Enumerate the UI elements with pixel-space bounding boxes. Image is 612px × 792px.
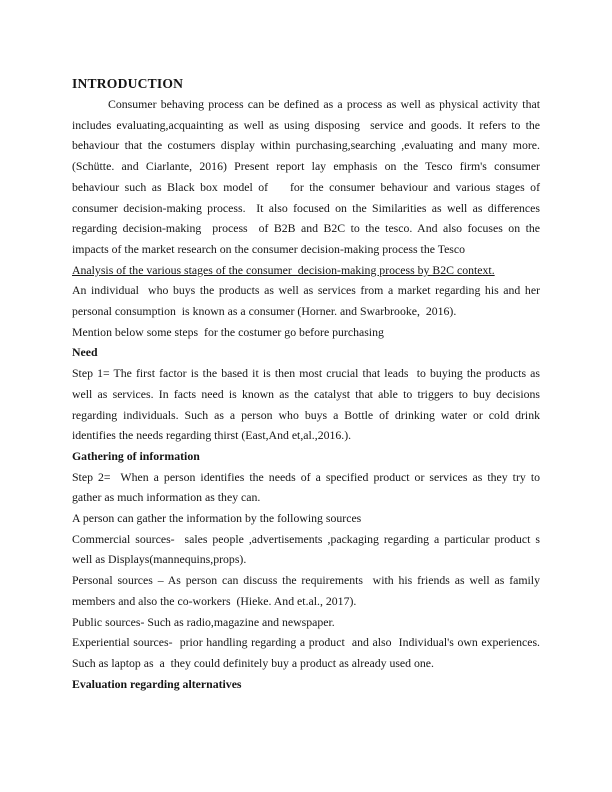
paragraph-line: Commercial sources- sales people ,advertisements ,packaging regarding a particular product s xyxy=(72,531,540,546)
paragraph-line: Public sources- Such as radio,magazine and newspaper. xyxy=(72,614,335,629)
paragraph-line: Mention below some steps for the costumer go before purchasing xyxy=(72,324,384,339)
paragraph-line: Step 2= When a person identifies the needs of a specified product or services as they try to xyxy=(72,469,540,484)
intro-heading: INTRODUCTION xyxy=(72,76,184,91)
paragraph-line: gather as much information as they can. xyxy=(72,490,261,505)
analysis-subheading: Analysis of the various stages of the consumer decision-making process by B2C context. xyxy=(72,262,495,277)
evaluation-subheading: Evaluation regarding alternatives xyxy=(72,676,242,691)
paragraph-line: Experiential sources- prior handling regarding a product and also Individual's own experiences. xyxy=(72,635,540,650)
need-subheading: Need xyxy=(72,345,98,360)
paragraph-line: Step 1= The first factor is the based it is then most crucial that leads to buying the products as xyxy=(72,366,540,381)
paragraph-line: Such as laptop as a they could definitely buy a product as already used one. xyxy=(72,655,434,670)
paragraph-line: behaviour such as Black box model of for the consumer behaviour and various stages of xyxy=(72,179,540,194)
paragraph-line: A person can gather the information by the following sources xyxy=(72,511,362,526)
gathering-subheading: Gathering of information xyxy=(72,448,200,463)
paragraph-line: regarding decision-making process of B2B and B2C to the tesco. And also focuses on the xyxy=(72,221,540,236)
paragraph-line: Personal sources – As person can discuss the requirements with his friends as well as family xyxy=(72,573,540,588)
paragraph-line: An individual who buys the products as well as services from a market regarding his and her xyxy=(72,283,540,298)
paragraph-line: behaviour that the costumers display within purchasing,searching ,evaluating and many more. xyxy=(72,138,540,153)
paragraph-line: consumer decision-making process. It also focused on the Similarities as well as differences xyxy=(72,200,540,215)
paragraph-line: (Schütte. and Ciarlante, 2016) Present report lay emphasis on the Tesco firm's consumer xyxy=(72,159,540,174)
paragraph-line: regarding individuals. Such as a person who buys a Bottle of drinking water or cold drink xyxy=(72,407,540,422)
paragraph-line: Consumer behaving process can be defined as a process as well as physical activity that xyxy=(108,97,540,111)
paragraph-line: includes evaluating,acquainting as well as using disposing service and goods. It refers to the xyxy=(72,117,540,132)
paragraph-line: well as services. In facts need is known as the catalyst that able to triggers to buy decisions xyxy=(72,386,540,401)
paragraph-line: members and also the co-workers (Hieke. And et.al., 2017). xyxy=(72,593,357,608)
paragraph-line: personal consumption is known as a consumer (Horner. and Swarbrooke, 2016). xyxy=(72,304,457,319)
paragraph-line: well as Displays(mannequins,props). xyxy=(72,552,247,567)
paragraph-line: impacts of the market research on the consumer decision-making process the Tesco xyxy=(72,241,466,256)
paragraph-line: identifies the needs regarding thirst (East,And et,al.,2016.). xyxy=(72,428,352,443)
